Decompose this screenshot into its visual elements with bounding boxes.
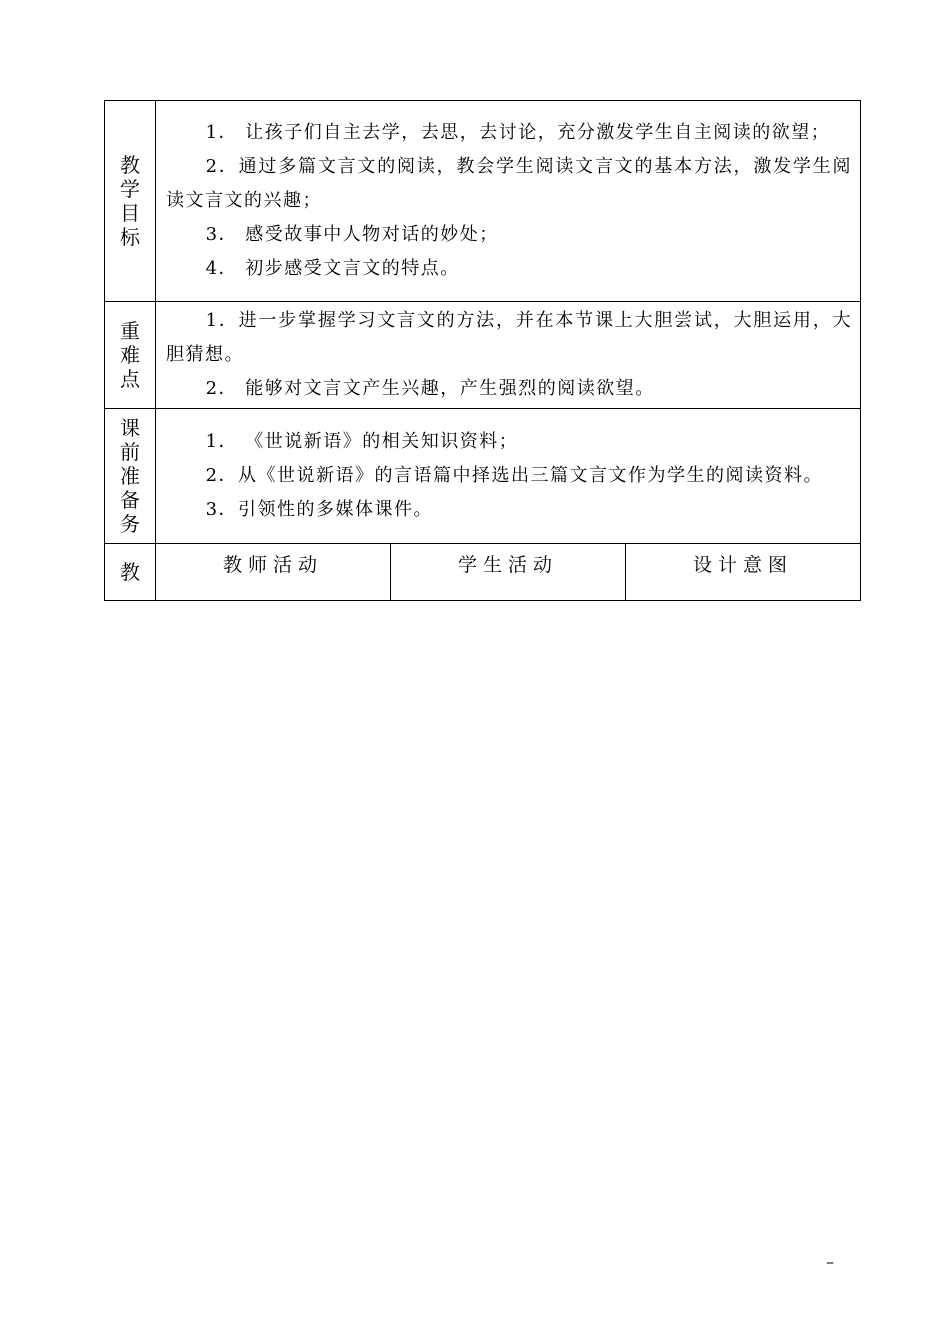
process-header-row [105,544,861,601]
goals-label-cell [105,101,156,302]
column-header-teacher: 教师活动 [156,544,391,601]
process-label: 教 [120,560,140,584]
column-header-student: 学生活动 [391,544,626,601]
key-point-item: 1．进一步掌握学习文言文的方法，并在本节课上大胆尝试，大胆运用，大胆猜想。 [166,310,853,365]
key-points-row [105,302,861,409]
preparation-row [105,409,861,544]
goals-content [156,101,861,302]
key-points-content [156,302,861,409]
preparation-item: 3．引领性的多媒体课件。 [205,499,434,520]
preparation-label: 课前准备务 [120,416,140,536]
goals-label: 教学目标 [120,153,140,249]
goal-item: 2．通过多篇文言文的阅读，教会学生阅读文言文的基本方法，激发学生阅读文言文的兴趣； [166,156,853,211]
preparation-item: 2．从《世说新语》的言语篇中择选出三篇文言文作为学生的阅读资料。 [205,465,824,486]
key-points-label-cell [105,302,156,409]
preparation-content [156,409,861,544]
goals-row [105,101,861,302]
preparation-label-cell [105,409,156,544]
goal-item: 1． 让孩子们自主去学，去思，去讨论，充分激发学生自主阅读的欲望； [205,122,831,143]
key-point-item: 2． 能够对文言文产生兴趣，产生强烈的阅读欲望。 [205,378,655,399]
goal-item: 3． 感受故事中人物对话的妙处； [205,224,499,245]
goal-item: 4． 初步感受文言文的特点。 [205,258,460,279]
lesson-plan-table [104,100,861,601]
page-number-mark: – [826,1252,834,1271]
key-points-label: 重难点 [120,319,140,391]
preparation-item: 1． 《世说新语》的相关知识资料； [205,431,519,452]
column-header-intent: 设计意图 [626,544,861,601]
process-label-cell [105,544,156,601]
